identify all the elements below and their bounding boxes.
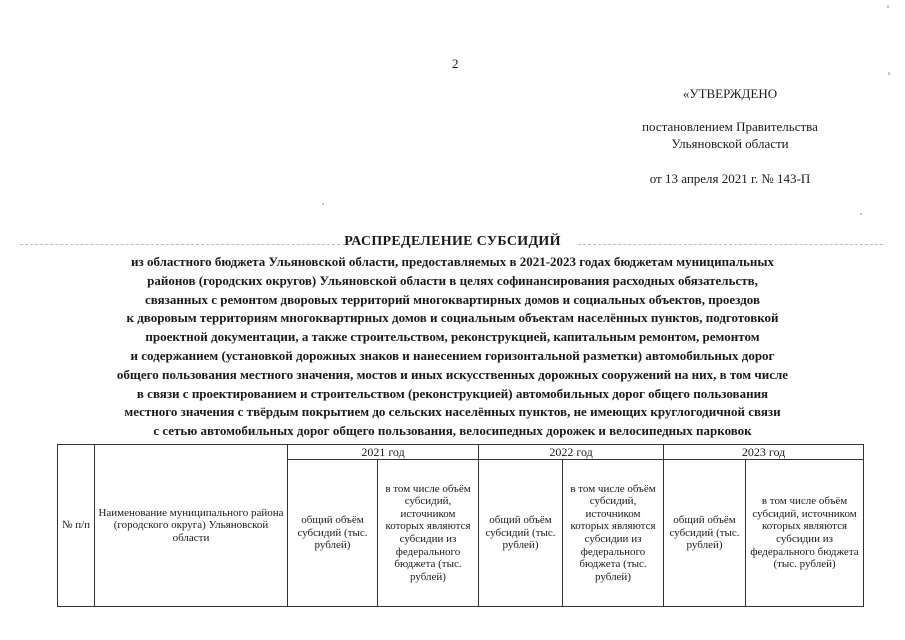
- approval-authority-line2: Ульяновской области: [671, 136, 789, 151]
- document-title: РАСПРЕДЕЛЕНИЕ СУБСИДИЙ: [344, 234, 561, 249]
- column-header-year-2022: 2022 год: [479, 445, 664, 460]
- column-header-2022-federal: в том числе объём субсидий, источником которых являются субсидии из федерального бюджета (тыс. рублей): [563, 460, 664, 607]
- column-header-year-2023: 2023 год: [664, 445, 864, 460]
- column-header-2023-federal: в том числе объём субсидий, источником которых являются субсидии из федерального бюджета (тыс. рублей): [746, 460, 864, 607]
- subtitle-line: из областного бюджета Ульяновской области, предоставляемых в 2021-2023 годах бюджетам муниципальных: [130, 254, 775, 269]
- subtitle-line: связанных с ремонтом дворовых территорий многоквартирных домов и социальных объектов, проездов: [145, 291, 760, 307]
- subtitle-line: с сетью автомобильных дорог общего пользования, велосипедных дорожек и велосипедных парковок: [153, 423, 752, 439]
- subsidies-table: [57, 444, 864, 607]
- column-header-district-name: Наименование муниципального района (городского округа) Ульяновской области: [95, 445, 288, 607]
- subtitle-line: и содержанием (установкой дорожных знаков и нанесением горизонтальной разметки) автомобильных дорог: [130, 347, 775, 363]
- scan-speck: [887, 5, 889, 8]
- subtitle-line: к дворовым территориям многоквартирных домов и социальным объектам населённых пунктов, подготовкой: [126, 310, 779, 326]
- column-header-2021-federal: в том числе объём субсидий, источником которых являются субсидии из федерального бюджета (тыс. рублей): [378, 460, 479, 607]
- approval-authority: [600, 118, 860, 152]
- scan-speck: [860, 213, 862, 215]
- document-subtitle: [40, 253, 865, 441]
- subtitle-line: в связи с проектированием и строительством (реконструкцией) автомобильных дорог общего пользования: [136, 385, 769, 401]
- scan-speck: [888, 72, 890, 75]
- subtitle-line: общего пользования местного значения, мостов и иных искусственных дорожных сооружений на них, в том числе: [116, 366, 789, 382]
- approval-title: «УТВЕРЖДЕНО: [682, 86, 778, 101]
- subtitle-line: местного значения с твёрдым покрытием до сельских населённых пунктов, не имеющих круглогодичной связи: [124, 404, 781, 420]
- subtitle-line: проектной документации, а также строительством, реконструкцией, капитальным ремонтом, ремонтом: [145, 329, 760, 345]
- column-header-2021-total: общий объём субсидий (тыс. рублей): [288, 460, 378, 607]
- column-header-number: № п/п: [58, 445, 95, 607]
- column-header-2022-total: общий объём субсидий (тыс. рублей): [479, 460, 563, 607]
- subtitle-line: районов (городских округов) Ульяновской области в целях софинансирования расходных обязательств,: [147, 272, 758, 288]
- page-number: 2: [452, 56, 459, 71]
- approval-authority-line1: постановлением Правительства: [642, 119, 818, 134]
- column-header-year-2021: 2021 год: [288, 445, 479, 460]
- approval-date: от 13 апреля 2021 г. № 143-П: [649, 171, 811, 186]
- column-header-2023-total: общий объём субсидий (тыс. рублей): [664, 460, 746, 607]
- scan-speck: [322, 203, 324, 205]
